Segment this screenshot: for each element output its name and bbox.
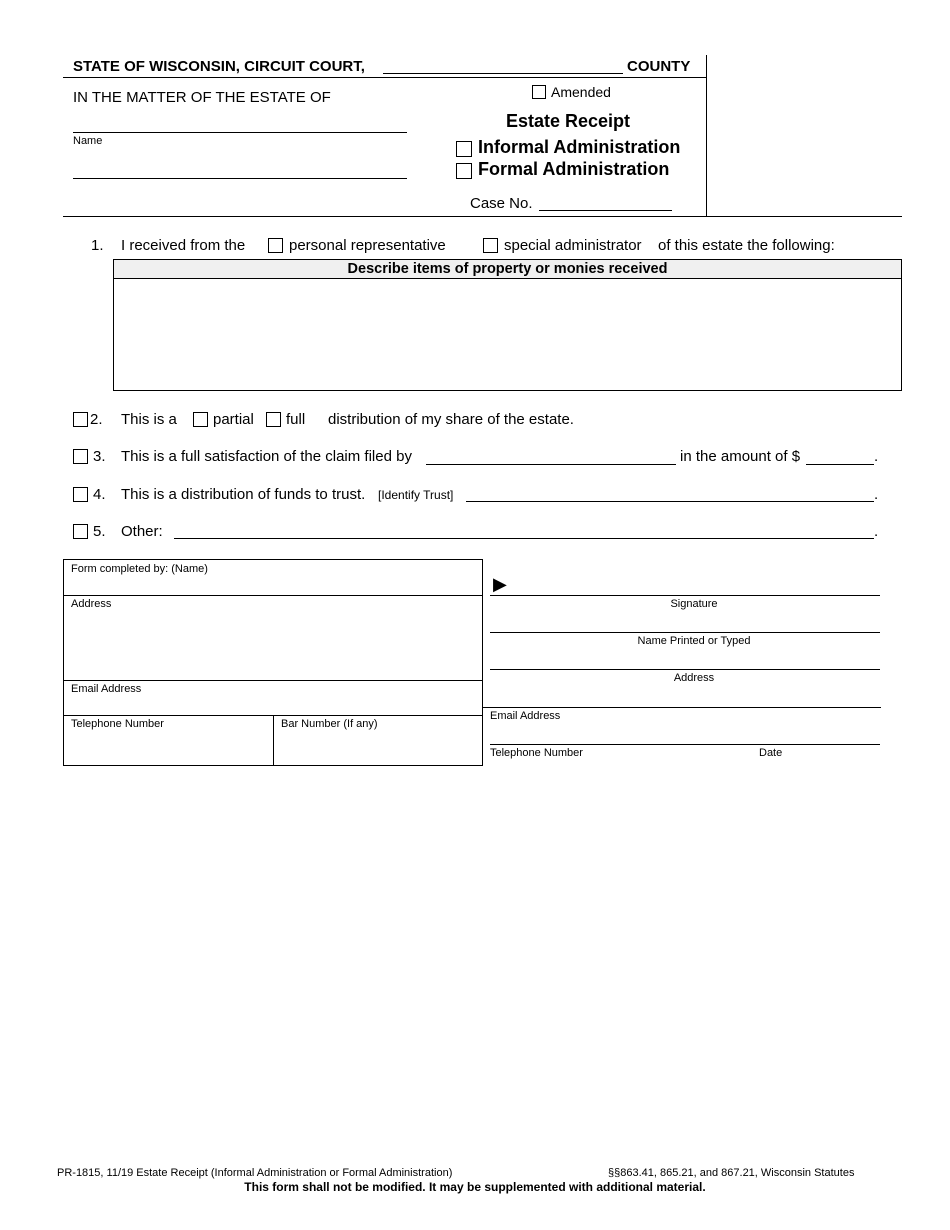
- item-2-checkbox[interactable]: [73, 412, 88, 427]
- header-rule-top: [63, 77, 706, 78]
- preparer-telephone-label: Telephone Number: [71, 718, 164, 730]
- preparer-email-label: Email Address: [71, 683, 142, 695]
- signer-telephone-label: Telephone Number: [490, 747, 583, 759]
- header-rule-bottom: [63, 216, 902, 217]
- bar-number-label: Bar Number (If any): [281, 718, 378, 730]
- identify-trust-label: [Identify Trust]: [378, 488, 454, 502]
- item-2-text-b: distribution of my share of the estate.: [328, 411, 574, 428]
- trust-field[interactable]: [466, 486, 874, 502]
- decedent-name-field-2[interactable]: [73, 162, 407, 179]
- preparer-box: [63, 559, 483, 766]
- signer-telephone-field[interactable]: [490, 746, 750, 766]
- item-3-text-a: This is a full satisfaction of the claim filed by: [121, 448, 412, 465]
- form-title: Estate Receipt: [506, 111, 631, 131]
- partial-label: partial: [213, 411, 254, 428]
- item-4-checkbox[interactable]: [73, 487, 88, 502]
- name-printed-field[interactable]: [490, 608, 880, 633]
- date-field[interactable]: [755, 746, 880, 766]
- property-table-header: Describe items of property or monies received: [114, 260, 901, 279]
- claimant-field[interactable]: [426, 449, 676, 465]
- item-4-text-a: This is a distribution of funds to trust.: [121, 486, 366, 503]
- item-4-number: 4.: [93, 486, 106, 503]
- other-field[interactable]: [174, 523, 874, 539]
- signature-label: Signature: [670, 598, 718, 610]
- item-5-number: 5.: [93, 523, 106, 540]
- preparer-address-field[interactable]: [64, 596, 482, 680]
- item-1-text-a: I received from the: [121, 237, 246, 254]
- partial-checkbox[interactable]: [193, 412, 208, 427]
- preparer-telephone-field[interactable]: [64, 716, 273, 765]
- claim-amount-field[interactable]: [806, 449, 874, 465]
- county-field[interactable]: [383, 56, 623, 74]
- formal-administration-checkbox[interactable]: [456, 163, 472, 179]
- special-administrator-checkbox[interactable]: [483, 238, 498, 253]
- signature-field[interactable]: [490, 570, 880, 596]
- item-3-number: 3.: [93, 448, 106, 465]
- statutes-reference: §§863.41, 865.21, and 867.21, Wisconsin Statutes: [608, 1167, 855, 1179]
- signature-arrow-icon: ▶: [493, 574, 507, 594]
- estate-of-label: IN THE MATTER OF THE ESTATE OF: [73, 89, 331, 106]
- item-3-text-b: in the amount of $: [680, 448, 801, 465]
- item-2-number: 2.: [90, 411, 103, 428]
- preparer-address-label: Address: [71, 598, 112, 610]
- item-1-text-b: of this estate the following:: [658, 237, 835, 254]
- informal-administration-label: Informal Administration: [478, 137, 681, 157]
- court-title: STATE OF WISCONSIN, CIRCUIT COURT,: [73, 58, 365, 75]
- date-label: Date: [759, 747, 783, 759]
- special-administrator-label: special administrator: [504, 237, 642, 254]
- signer-email-field[interactable]: [490, 722, 880, 745]
- signer-email-label: Email Address: [490, 710, 561, 722]
- full-label: full: [286, 411, 306, 428]
- personal-representative-checkbox[interactable]: [268, 238, 283, 253]
- header-vertical-divider: [706, 55, 707, 217]
- form-id: PR-1815, 11/19 Estate Receipt (Informal Administration or Formal Administration): [57, 1167, 453, 1179]
- item-5-end: .: [874, 523, 879, 540]
- decedent-name-field[interactable]: [73, 116, 407, 133]
- signer-address-label: Address: [673, 672, 715, 684]
- name-printed-label: Name Printed or Typed: [637, 635, 751, 647]
- item-5-checkbox[interactable]: [73, 524, 88, 539]
- full-checkbox[interactable]: [266, 412, 281, 427]
- item-3-end: .: [874, 448, 879, 465]
- signer-address-field-2[interactable]: [483, 684, 881, 708]
- preparer-email-field[interactable]: [64, 681, 482, 715]
- item-3-checkbox[interactable]: [73, 449, 88, 464]
- amended-checkbox[interactable]: [532, 85, 546, 99]
- signer-address-field[interactable]: [490, 645, 880, 670]
- case-no-field[interactable]: [539, 195, 672, 211]
- name-label: Name: [73, 135, 103, 147]
- case-no-label: Case No.: [470, 195, 533, 212]
- personal-representative-label: personal representative: [289, 237, 446, 254]
- form-completed-by-label: Form completed by: (Name): [71, 563, 208, 575]
- item-5-text-a: Other:: [121, 523, 163, 540]
- property-table: [113, 259, 902, 391]
- form-completed-by-field[interactable]: [64, 560, 482, 595]
- property-description-field[interactable]: [114, 279, 901, 390]
- item-2-text-a: This is a: [121, 411, 177, 428]
- bar-number-field[interactable]: [274, 716, 482, 765]
- item-1-number: 1.: [91, 237, 104, 254]
- informal-administration-checkbox[interactable]: [456, 141, 472, 157]
- item-4-end: .: [874, 486, 879, 503]
- amended-label: Amended: [551, 84, 611, 100]
- county-label: COUNTY: [627, 58, 691, 75]
- form-notice: This form shall not be modified. It may be supplemented with additional material.: [244, 1180, 706, 1194]
- formal-administration-label: Formal Administration: [478, 159, 670, 179]
